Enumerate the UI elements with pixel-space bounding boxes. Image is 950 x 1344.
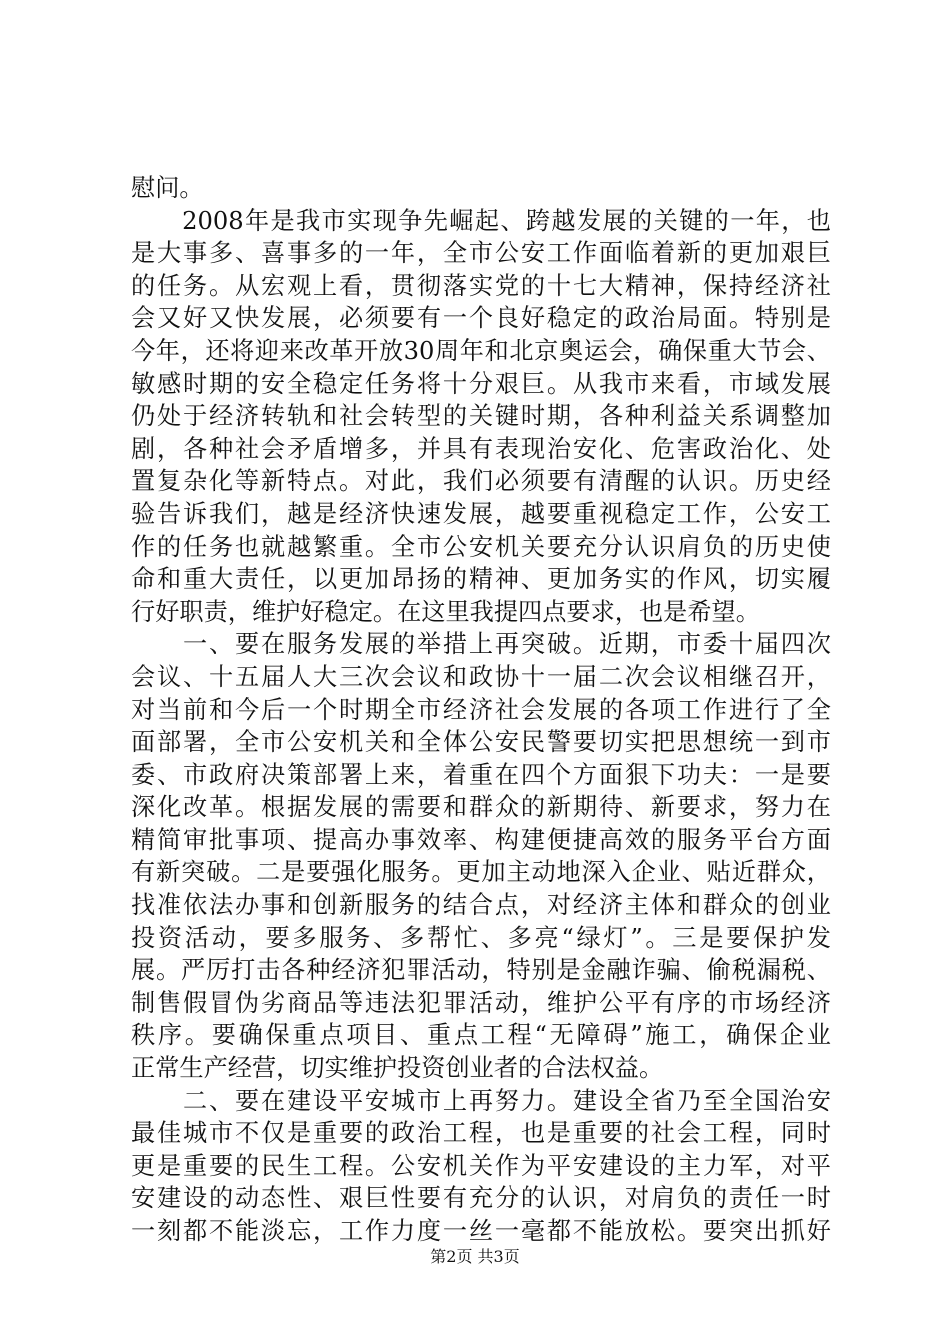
text-line: 精简审批事项、提高办事效率、构建便捷高效的服务平台方面 (131, 825, 831, 854)
text-line: 会又好又快发展，必须要有一个良好稳定的政治局面。特别是 (131, 304, 831, 333)
text-line: 对当前和今后一个时期全市经济社会发展的各项工作进行了全 (131, 695, 831, 724)
text-line: 2008年是我市实现争先崛起、跨越发展的关键的一年，也 (131, 206, 831, 235)
text-line: 命和重大责任，以更加昂扬的精神、更加务实的作风，切实履 (131, 565, 831, 594)
text-line: 秩序。要确保重点项目、重点工程“无障碍”施工，确保企业 (131, 1021, 831, 1050)
text-line: 置复杂化等新特点。对此，我们必须要有清醒的认识。历史经 (131, 467, 831, 496)
text-line: 仍处于经济转轨和社会转型的关键时期，各种利益关系调整加 (131, 402, 831, 431)
text-line: 找准依法办事和创新服务的结合点，对经济主体和群众的创业 (131, 891, 831, 920)
text-line: 一、要在服务发展的举措上再突破。近期，市委十届四次 (131, 630, 831, 659)
text-line: 验告诉我们，越是经济快速发展，越要重视稳定工作，公安工 (131, 499, 831, 528)
text-line: 一刻都不能淡忘，工作力度一丝一毫都不能放松。要突出抓好 (131, 1217, 831, 1245)
text-line: 行好职责，维护好稳定。在这里我提四点要求，也是希望。 (131, 597, 760, 626)
text-line: 最佳城市不仅是重要的政治工程，也是重要的社会工程，同时 (131, 1119, 831, 1148)
text-line: 慰问。 (131, 174, 204, 202)
text-line: 今年，还将迎来改革开放30周年和北京奥运会，确保重大节会、 (131, 336, 831, 365)
text-line: 会议、十五届人大三次会议和政协十一届二次会议相继召开， (131, 662, 831, 691)
text-line: 剧，各种社会矛盾增多，并具有表现治安化、危害政治化、处 (131, 434, 831, 463)
text-line: 面部署，全市公安机关和全体公安民警要切实把思想统一到市 (131, 728, 831, 757)
text-line: 委、市政府决策部署上来，着重在四个方面狠下功夫：一是要 (131, 760, 831, 789)
document-body (131, 172, 831, 1248)
text-line: 深化改革。根据发展的需要和群众的新期待、新要求，努力在 (131, 793, 831, 822)
text-line: 作的任务也就越繁重。全市公安机关要充分认识肩负的历史使 (131, 532, 831, 561)
text-line: 展。严厉打击各种经济犯罪活动，特别是金融诈骗、偷税漏税、 (131, 956, 831, 985)
text-line: 是大事多、喜事多的一年，全市公安工作面临着新的更加艰巨 (131, 239, 831, 268)
text-line: 二、要在建设平安城市上再努力。建设全省乃至全国治安 (131, 1086, 831, 1115)
text-line: 制售假冒伪劣商品等违法犯罪活动，维护公平有序的市场经济 (131, 988, 831, 1017)
text-line: 投资活动，要多服务、多帮忙、多亮“绿灯”。三是要保护发 (131, 923, 831, 952)
text-line: 的任务。从宏观上看，贯彻落实党的十七大精神，保持经济社 (131, 271, 831, 300)
text-line: 正常生产经营，切实维护投资创业者的合法权益。 (131, 1054, 664, 1083)
page-footer: 第2页 共3页 (430, 1247, 520, 1266)
text-line: 安建设的动态性、艰巨性要有充分的认识，对肩负的责任一时 (131, 1184, 831, 1213)
text-line: 敏感时期的安全稳定任务将十分艰巨。从我市来看，市域发展 (131, 369, 831, 398)
text-line: 更是重要的民生工程。公安机关作为平安建设的主力军，对平 (131, 1151, 831, 1180)
text-line: 有新突破。二是要强化服务。更加主动地深入企业、贴近群众， (131, 858, 831, 887)
